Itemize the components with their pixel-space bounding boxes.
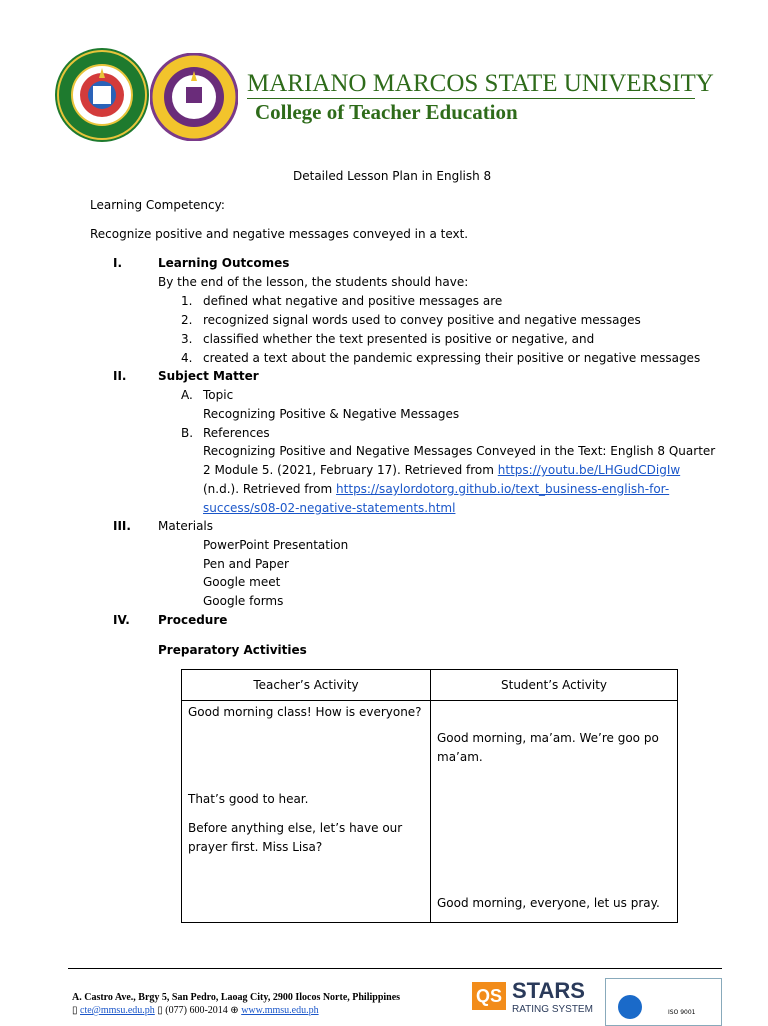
reference-2-link-cont[interactable]: success/s08-02-negative-statements.html (203, 501, 456, 515)
material-item: Google meet (203, 575, 281, 589)
outcome-text: created a text about the pandemic expressing their positive or negative messages (203, 351, 701, 365)
rating-text: RATING SYSTEM (512, 1004, 593, 1015)
outcome-number: 1. (181, 294, 193, 308)
topic-label: A. (181, 388, 193, 402)
material-item: Google forms (203, 594, 284, 608)
preparatory-title: Preparatory Activities (158, 643, 307, 657)
iso-circle-icon (618, 995, 642, 1019)
student-line: Good morning, everyone, let us pray. (437, 896, 660, 910)
footer-website[interactable]: www.mmsu.edu.ph (241, 1005, 319, 1016)
section-title: Procedure (158, 613, 228, 627)
stars-text: STARS (512, 978, 585, 1003)
mail-icon: ▯ (72, 1005, 78, 1016)
reference-2-line1 (203, 480, 669, 498)
reference-2-link[interactable]: https://saylordotorg.github.io/text_business-english-for- (336, 482, 670, 496)
outcome-text: classified whether the text presented is positive or negative, and (203, 332, 595, 346)
cte-seal (150, 53, 238, 141)
footer-contact (72, 1005, 319, 1016)
student-column-header: Student’s Activity (431, 670, 678, 701)
globe-icon: ⊕ (230, 1005, 239, 1016)
phone-icon: ▯ (157, 1005, 163, 1016)
outcomes-intro: By the end of the lesson, the students should have: (158, 275, 469, 289)
reference-2-prefix: (n.d.). Retrieved from (203, 482, 337, 496)
college-name: College of Teacher Education (255, 100, 518, 124)
university-name: MARIANO MARCOS STATE UNIVERSITY (247, 70, 714, 97)
student-cell (431, 701, 678, 923)
competency-label: Learning Competency: (90, 198, 225, 212)
reference-1-prefix: 2 Module 5. (2021, February 17). Retrieved from (203, 463, 498, 477)
qs-logo: QS (472, 982, 506, 1010)
teacher-column-header: Teacher’s Activity (182, 670, 431, 701)
outcome-number: 4. (181, 351, 193, 365)
teacher-line: Before anything else, let’s have our prayer first. Miss Lisa? (188, 821, 403, 854)
references-label: B. (181, 426, 194, 440)
reference-1-line2 (203, 461, 680, 479)
iso-text: ISO 9001 (668, 1009, 696, 1016)
reference-1-link[interactable]: https://youtu.be/LHGudCDigIw (497, 463, 681, 477)
header-rule (247, 98, 695, 99)
document-title: Detailed Lesson Plan in English 8 (293, 169, 492, 183)
references-title: References (203, 426, 270, 440)
mmsu-seal (55, 48, 149, 142)
topic-text: Recognizing Positive & Negative Messages (203, 407, 460, 421)
teacher-line: That’s good to hear. (188, 792, 309, 806)
footer-email[interactable]: cte@mmsu.edu.ph (80, 1005, 155, 1016)
section-number: IV. (113, 613, 130, 627)
outcome-text: recognized signal words used to convey positive and negative messages (203, 313, 641, 327)
outcome-text: defined what negative and positive messages are (203, 294, 503, 308)
topic-title: Topic (203, 388, 234, 402)
outcome-number: 2. (181, 313, 193, 327)
section-number: I. (113, 256, 123, 270)
student-line: Good morning, ma’am. We’re goo po ma’am. (437, 731, 659, 764)
footer-rule (68, 968, 722, 969)
section-number: II. (113, 369, 127, 383)
activity-table (181, 669, 678, 923)
iso-badge (605, 978, 722, 1026)
teacher-cell (182, 701, 431, 923)
footer-phone: (077) 600-2014 (165, 1005, 228, 1016)
teacher-line: Good morning class! How is everyone? (188, 705, 422, 719)
section-number: III. (113, 519, 131, 533)
outcome-number: 3. (181, 332, 193, 346)
material-item: Pen and Paper (203, 557, 289, 571)
competency-text: Recognize positive and negative messages conveyed in a text. (90, 227, 469, 241)
section-title: Materials (158, 519, 214, 533)
section-title: Subject Matter (158, 369, 259, 383)
qs-stars-logo (472, 980, 592, 1024)
section-title: Learning Outcomes (158, 256, 290, 270)
footer-address: A. Castro Ave., Brgy 5, San Pedro, Laoag City, 2900 Ilocos Norte, Philippines (72, 992, 401, 1003)
reference-1-line1: Recognizing Positive and Negative Messages Conveyed in the Text: English 8 Quarter (203, 444, 716, 458)
material-item: PowerPoint Presentation (203, 538, 349, 552)
